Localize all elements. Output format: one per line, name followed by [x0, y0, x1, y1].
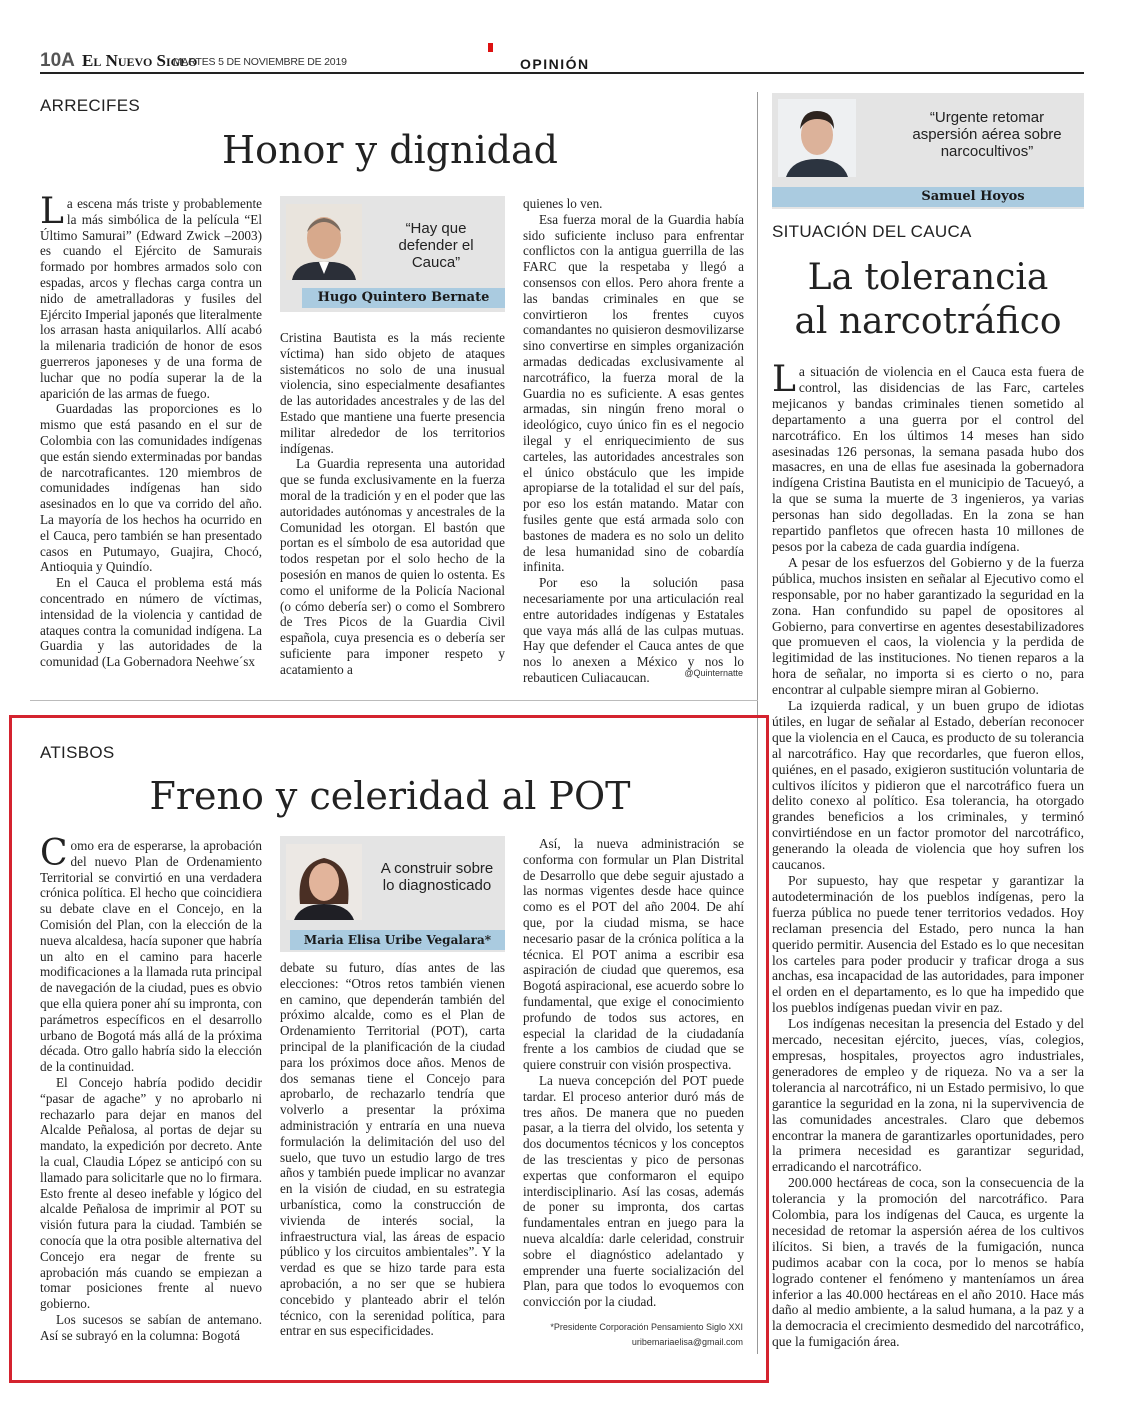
article1-col3: quienes lo ven. Esa fuerza moral de la Guardia había sido suficiente incluso para enfrentar conflictos con la antigua guerrilla de las FARC que la respetaba y llegó a consensos con ellos. Pero ahora frente a las bandas criminales en que se convirtieron los frentes cuyos comandantes no quisieron desmovilizarse sino convertirse en simples organización armadas dedicadas exclusivamente al narcotráfico, la fuerza moral de la Guardia no es suficiente. A esas gentes armadas, sin ningún freno moral o ideológico, cuyo único fin es el negocio ilegal y el enriquecimiento de sus carteles, las autoridades ancestrales son el único obstáculo que les impide apropiarse de la totalidad el sur del país, por eso los están matando. Matar con fusiles gente que está armada solo con bastones de madera es no solo un delito de lesa humanidad sino de cobardía infinita. Por eso la solución pasa necesariamente por una articulación real entre autoridades indígenas y Estatales que vaya más allá de las culpas mutuas. Hay que defender el Cauca antes de que nos lo anexen a México y nos lo rebauticen Culiacaucan. — [523, 196, 744, 685]
article2-kicker: ATISBOS — [40, 743, 115, 762]
newspaper-name: El Nuevo Siglo — [82, 51, 198, 70]
author-box-uribe — [280, 836, 505, 952]
article2-title: Freno y celeridad al POT — [149, 774, 631, 818]
author-email: uribemariaelisa@gmail.com — [631, 1337, 743, 1347]
section-title: OPINIÓN — [520, 56, 590, 72]
article3-title: La tolerancia al narcotráfico — [794, 257, 1062, 342]
author-photo — [778, 99, 856, 177]
author-box-hoyos — [772, 93, 1084, 209]
author-byline: Maria Elisa Uribe Vegalara* — [290, 930, 505, 950]
red-mark — [488, 43, 493, 52]
author-photo — [286, 204, 362, 280]
pull-quote: A construir sobre lo diagnosticado — [380, 860, 494, 894]
author-byline: Hugo Quintero Bernate — [302, 288, 505, 308]
author-photo — [286, 844, 362, 920]
dropcap: L — [772, 359, 796, 400]
pull-quote: “Hay que defender el Cauca” — [398, 220, 474, 271]
article-divider — [30, 700, 758, 701]
author-box-quintero — [280, 196, 505, 312]
pull-quote: “Urgente retomar aspersión aérea sobre narcocultivos” — [912, 109, 1062, 160]
article1-col2: Cristina Bautista es la más reciente víctima) han sido objeto de ataques sistemáticos no solo de una inusual violencia, sino especialmente desafiantes de las autoridades ancestrales y de las del Estado que mantiene una fuerte presencia militar alrededor de los territorios indígenas. La Guardia representa una autoridad que se funda exclusivamente en la fuerza moral de la tradición y en el poder que las autoridades autónomas y ancestrales de la Comunidad les otorgan. El bastón que portan es el símbolo de esa autoridad que todos respetan por el solo hecho de la posesión en manos de quien lo ostenta. Es como el uniforme de la Policía Nacional (o cómo debería ser) o como el Sombrero de Tres Picos de la Guardia Civil española, cuya presencia es o debería ser suficiente para imponer respeto y acatamiento a — [280, 330, 505, 677]
dropcap: C — [40, 833, 68, 874]
issue-date: MARTES 5 DE NOVIEMBRE DE 2019 — [173, 56, 347, 68]
article3-body: La situación de violencia en el Cauca esta fuera de control, las disidencias de las Farc, carteles mejicanos y bandas criminales tienen sometido al departamento a una guerra por el control del narcotráfico. En los últimos 14 meses han sido asesinadas 126 personas, la semana pasada hubo dos masacres, en una de ellas fue asesinada la gobernadora indígena Cristina Bautista en el municipio de Tacueyó, a la que se suma la muerte de 3 ingenieros, ya varias personas han sido degolladas. En la zona se han repartido panfletos que ofrecen hasta 10 millones de pesos por la cabeza de cada guardia indígena. A pesar de los esfuerzos del Gobierno y de la fuerza pública, muchos insisten en señalar al Ejecutivo como el responsable, por no haber garantizado la seguridad en la zona. Han confundido su papel de opositores al Gobierno, para convertirse en agentes desestabilizadores que promueven el caos, la violencia y la perdida de legitimidad de las instituciones. No tienen reparos a la hora de señalar, no importa si es cierto o no, para encontrar al culpable siempre miran al Gobierno. La izquierda radical, y un buen grupo de idiotas útiles, en lugar de señalar al Estado, deberían reconocer que la violencia en el Cauca, es producto de su tolerancia al narcotráfico. Hay que recordarles, que fueron ellos, quiénes, en el pasado, exigieron sustitución voluntaria de cultivos ilícitos y pidieron que el narcotráfico fuera un delito conexo al político. Esa tolerancia, ha otorgado grandes beneficios a los criminales, y terminó convirtiéndose en un factor promotor del narcotráfico, generando la oleada de violencia que hoy sufren los caucanos. Por supuesto, hay que respetar y garantizar la autodeterminación de los pueblos indígenas, pero la fuerza pública no puede tener territorios vedados. Hoy reclaman presencia del Estado, pero nunca la han querido permitir. Ausencia del Estado es lo que necesitan los carteles para poder producir y traficar droga a sus anchas, esa incapacidad de las autoridades, para imponer el orden en el departamento, es lo que ha impedido que los pueblos indígenas puedan vivir en paz. Los indígenas necesitan la presencia del Estado y del mercado, necesitan ejército, jueces, vías, colegios, empresas, hospitales, proyectos agro industriales, generadores de empleo y de riqueza. No va a ser la tolerancia al narcotráfico, ni un Estado permisivo, lo que garantice la seguridad en la zona, ni la supervivencia de las comunidades ancestrales. Claro que debemos encontrar la manera de garantizarles oportunidades, pero la primera necesidad es garantizar seguridad, erradicando el narcotráfico. 200.000 hectáreas de coca, son la consecuencia de la tolerancia y la promoción del narcotráfico. Para Colombia, para los indígenas del Cauca, es urgente la necesidad de retomar la aspersión aérea de los cultivos ilícitos. Si bien, a través de la fumigación, nunca pudimos acabar con la coca, por lo menos se había logrado contener el fenómeno y manteníamos un área inferior a las 40.000 hectáreas en el año 2010. Hace más daño al medio ambiente, a la salud humana, a la paz y a la democracia el crecimiento desmedido del narcotráfico, que la fumigación área. — [772, 359, 1084, 1350]
footnote: *Presidente Corporación Pensamiento Siglo XXI — [550, 1322, 743, 1332]
page-number: 10A — [40, 50, 75, 71]
article1-kicker: ARRECIFES — [40, 96, 140, 115]
article1-col1: La escena más triste y probablemente la más simbólica de la película “El Último Samurai” (Edward Zwick –2003) es cuando el Ejército de Samurais formado por hombres armados solo con espadas, arcos y flechas carga contra un nido de ametralladoras y fusiles del Ejército Imperial japonés que literalmente los arrasan hasta aniquilarlos. Allí acabó la milenaria tradición de honor de esos guerreros japoneses y de una forma de luchar que no podía superar la de la aparición de las armas de fuego. Guardadas las proporciones es lo mismo que está pasando en el sur de Colombia con las comunidades indígenas que están siendo exterminadas por bandas de narcotraficantes. 120 miembros de comunidades indígenas han sido asesinados en lo que va corrido del año. La mayoría de los hechos ha ocurrido en el Cauca, pero también se han presentado casos en Putumayo, Guajira, Chocó, Antioquia y Quindío. En el Cauca el problema está más concentrado en número de víctimas, intensidad de la violencia y cantidad de ataques contra la comunidad indígena. La Guardia y las autoridades de la comunidad (La Gobernadora Neehwe´sx — [40, 191, 262, 670]
article3-kicker: SITUACIÓN DEL CAUCA — [772, 222, 972, 241]
header-rule — [40, 72, 1084, 74]
article1-title: Honor y dignidad — [222, 128, 558, 172]
article2-col1: Como era de esperarse, la aprobación del nuevo Plan de Ordenamiento Territorial se convirtió en una verdadera crónica política. El hecho que coincidiera su debate clave en el Concejo, en la Comisión del Plan, con la elección de la nueva alcaldesa, hacía suponer que habría un alto en el camino para hacerle modificaciones a la llamada ruta principal de navegación de la ciudad, pues es obvio que ella quiera poner ahí su impronta, con parámetros específicos en el desarrollo urbano de Bogotá más allá de la próxima década. Otro gallo habría sido la elección de la continuidad. El Concejo habría podido decidir “pasar de agache” y no aprobarlo ni rechazarlo para dejar en manos del Alcalde Peñalosa, al portas de dejar su mandato, la expedición por decreto. Ante la cual, Claudia López se anticipó con su llamado para solicitarle que no lo firmara. Esto frente al deseo inefable y lógico del alcalde Peñalosa de imprimir al POT su visión futura para la ciudad. También se conocía que la otra posible alternativa del Concejo era negar de frente su aprobación más cuando se empiezan a tomar posiciones frente al nuevo gobierno. Los sucesos se sabían de antemano. Así se subrayó en la columna: Bogotá — [40, 833, 262, 1343]
dropcap: L — [40, 191, 64, 232]
author-handle: @Quinternatte — [684, 668, 743, 678]
article2-col3: Así, la nueva administración se conforma con formular un Plan Distrital de Desarrollo que debe seguir ajustado a las normas vigentes desde hace quince como es el POT del año 2004. De ahí que, por la ciudad misma, se hace necesario pasar de la crónica política a la técnica. El POT anima a escribir esa aspiración de ciudad que queremos, esa Bogotá aspiracional, ese acuerdo sobre lo fundamental, que exige el conocimiento profundo de todos sus actores, en especial la claridad de la ciudadanía frente a los cambios de ciudad que se quiere construir con visión prospectiva. La nueva concepción del POT puede tardar. El proceso anterior duró más de tres años. De manera que no pueden pasar, a la tierra del olvido, los setenta y dos documentos técnicos y los conceptos de las trescientas y pico de personas expertas que conformaron el equipo interdisciplinario. Así las cosas, además de poner su impronta, dos cartas fundamentales entran en juego para la nueva alcaldía: darle celeridad, construir sobre el diagnóstico adelantado y emprender una fuerte socialización del Plan, para que todos lo evoquemos con convicción por la ciudad. — [523, 836, 744, 1310]
author-byline: Samuel Hoyos — [772, 187, 1084, 207]
article2-col2: debate su futuro, días antes de las elecciones: “Otros retos también vienen en camino, que dependerán también del próximo alcalde, como es el Plan de Ordenamiento Territorial (POT), carta principal de la planificación de la ciudad para los próximos doce años. Menos de dos semanas tiene el Concejo para aprobarlo, de rechazarlo tendría que volverlo a presentar la próxima administración y entraría en una nueva formulación la delimitación del uso del suelo, que tuvo un estudio largo de tres años y también puede implicar no avanzar en la visión de ciudad, en su estrategia urbanística, como la construcción de vivienda de interés social, la infraestructura vial, las áreas de espacio público y los circuitos ambientales”. Y la verdad es que se hizo tarde para esta aprobación, a no ser que se hubiera concebido y planteado abrir el telón técnico, con la serenidad política, para entrar en sus especificidades. — [280, 960, 505, 1339]
